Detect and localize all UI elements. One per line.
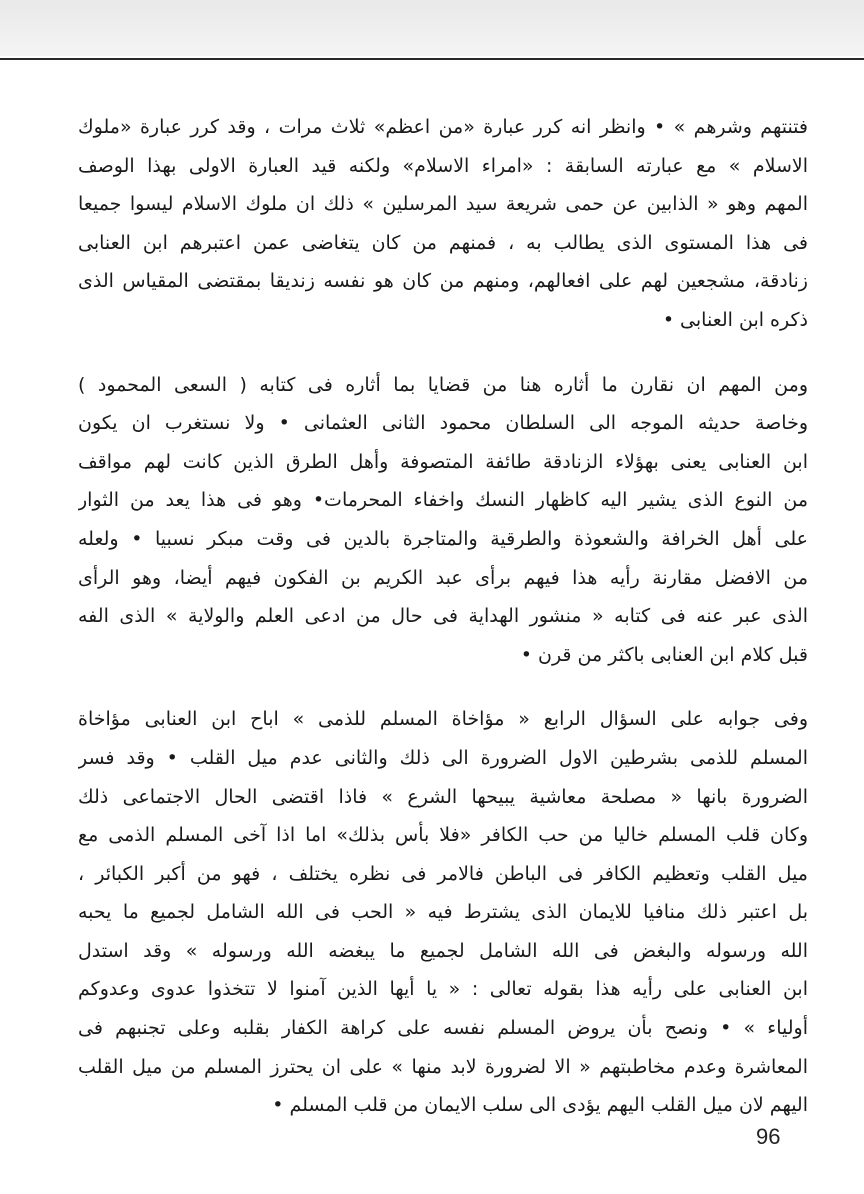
text-line: ومن المهم ان نقارن ما أثاره هنا من قضايا بما أثاره فى كتابه ( السعى المحمود ) [78, 373, 808, 396]
text-line: المهم وهو « الذابين عن حمى شريعة سيد المرسلين » ذلك ان ملوك الاسلام ليسوا جميعا [78, 193, 808, 216]
text-line: المسلم للذمى بشرطين الاول الضرورة الى ذلك والثانى عدم ميل القلب • وقد فسر [78, 746, 808, 769]
text-line: الله ورسوله والبغض فى الله الشامل لجميع ما يبغضه الله ورسوله » وقد استدل [78, 939, 808, 962]
text-line: من النوع الذى يشير اليه كاظهار النسك واخفاء المحرمات• وهو فى هذا يعد من الثوار [78, 489, 808, 512]
paragraph-3 [78, 700, 808, 1125]
page-body [78, 108, 808, 1125]
text-line: الضرورة بانها « مصلحة معاشية يبيحها الشرع » فاذا اقتضى الحال الاجتماعى ذلك [78, 785, 808, 808]
header-rule [0, 58, 864, 60]
text-line: قبل كلام ابن العنابى باكثر من قرن • [520, 643, 808, 666]
text-line: ابن العنابى يعنى بهؤلاء الزنادقة طائفة المتصوفة وأهل الطرق الذين كانت لهم مواقف [78, 450, 808, 473]
text-line: على أهل الخرافة والشعوذة والطرقية والمتاجرة بالدين فى وقت مبكر نسبيا • ولعله [78, 527, 808, 550]
paragraph-1 [78, 108, 808, 340]
text-line: الاسلام » مع عبارته السابقة : «امراء الاسلام» ولكنه قيد العبارة الاولى بهذا الوصف [78, 154, 808, 177]
text-line: وفى جوابه على السؤال الرابع « مؤاخاة المسلم للذمى » اباح ابن العنابى مؤاخاة [78, 708, 808, 731]
text-line: وخاصة حديثه الموجه الى السلطان محمود الثانى العثمانى • ولا نستغرب ان يكون [78, 412, 808, 435]
text-line: بل اعتبر ذلك منافيا للايمان الذى يشترط فيه « الحب فى الله الشامل لجميع ما يحبه [78, 901, 808, 924]
text-line: المعاشرة وعدم مخاطبتهم « الا لضرورة لابد منها » على ان يحترز المسلم من ميل القلب [78, 1055, 808, 1078]
text-line: فى هذا المستوى الذى يطالب به ، فمنهم من كان يتغاضى عمن اعتبرهم ابن العنابى [78, 231, 808, 254]
text-line: الذى عبر عنه فى كتابه « منشور الهداية فى حال من ادعى العلم والولاية » الذى الفه [78, 605, 808, 628]
page-number: 96 [756, 1124, 781, 1149]
text-line: زنادقة، مشجعين لهم على افعالهم، ومنهم من كان هو نفسه زنديقا بمقتضى المقياس الذى [78, 270, 808, 293]
scan-top-shadow [0, 0, 864, 56]
text-line: ذكره ابن العنابى • [662, 308, 808, 331]
text-line: من الافضل مقارنة رأيه هذا فيهم برأى عبد الكريم بن الفكون فيهم أيضا، وهو الرأى [78, 566, 808, 589]
text-line: اليهم لان ميل القلب اليهم يؤدى الى سلب الايمان من قلب المسلم • [272, 1094, 808, 1117]
text-line: ابن العنابى على رأيه هذا بقوله تعالى : « يا أيها الذين آمنوا لا تتخذوا عدوى وعدوكم [78, 978, 808, 1001]
text-line: ميل القلب وتعظيم الكافر فى الباطن فالامر فى نظره يختلف ، فهو من أكبر الكبائر ، [78, 862, 808, 885]
text-line: وكان قلب المسلم خاليا من حب الكافر «فلا بأس بذلك» اما اذا آخى المسلم الذمى مع [78, 824, 808, 847]
text-line: أولياء » • ونصح بأن يروض المسلم نفسه على كراهة الكفار بقلبه وعلى تجنبهم فى [78, 1017, 808, 1040]
text-line: فتنتهم وشرهم » • وانظر انه كرر عبارة «من اعظم» ثلاث مرات ، وقد كرر عبارة «ملوك [78, 116, 808, 138]
paragraph-2 [78, 366, 808, 675]
